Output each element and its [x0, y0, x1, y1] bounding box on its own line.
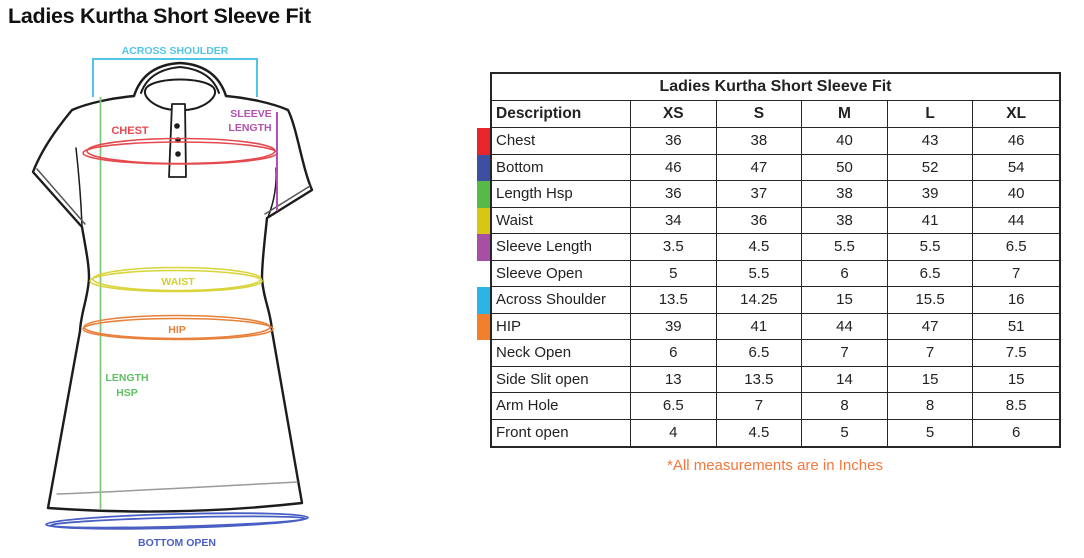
size-value: 8 [888, 393, 974, 420]
size-value: 51 [973, 314, 1059, 341]
row-color-swatch [477, 287, 490, 314]
size-value: 6.5 [973, 234, 1059, 261]
row-color-swatch [477, 393, 490, 420]
column-header: M [802, 101, 888, 128]
size-value: 13.5 [717, 367, 803, 394]
length-hsp-label-2: HSP [116, 387, 138, 399]
size-value: 8.5 [973, 393, 1059, 420]
size-value: 36 [631, 128, 717, 155]
size-value: 54 [973, 155, 1059, 182]
size-value: 41 [717, 314, 803, 341]
page-title: Ladies Kurtha Short Sleeve Fit [8, 4, 311, 28]
size-chart-table [490, 72, 1061, 448]
size-value: 4.5 [717, 420, 803, 447]
row-color-swatch [477, 208, 490, 235]
size-value: 7 [888, 340, 974, 367]
size-value: 16 [973, 287, 1059, 314]
size-value: 34 [631, 208, 717, 235]
size-value: 6 [802, 261, 888, 288]
length-hsp-label-1: LENGTH [105, 372, 149, 384]
hip-label: HIP [168, 324, 186, 336]
size-value: 5.5 [717, 261, 803, 288]
size-value: 47 [888, 314, 974, 341]
sleeve-length-label-1: SLEEVE [230, 108, 272, 120]
bottom-open-label: BOTTOM OPEN [138, 537, 216, 549]
swatch-rail [477, 128, 490, 446]
size-value: 50 [802, 155, 888, 182]
size-value: 15 [802, 287, 888, 314]
size-value: 14 [802, 367, 888, 394]
row-label: Arm Hole [492, 393, 631, 420]
row-label: Bottom [492, 155, 631, 182]
column-header: XS [631, 101, 717, 128]
size-value: 15 [888, 367, 974, 394]
size-value: 43 [888, 128, 974, 155]
size-value: 5 [802, 420, 888, 447]
size-value: 15.5 [888, 287, 974, 314]
row-color-swatch [477, 420, 490, 447]
row-label: Length Hsp [492, 181, 631, 208]
size-value: 14.25 [717, 287, 803, 314]
size-value: 15 [973, 367, 1059, 394]
chest-label: CHEST [111, 125, 149, 137]
size-value: 46 [631, 155, 717, 182]
size-value: 6.5 [888, 261, 974, 288]
size-value: 5.5 [802, 234, 888, 261]
size-value: 44 [802, 314, 888, 341]
size-value: 4 [631, 420, 717, 447]
row-label: Front open [492, 420, 631, 447]
column-header: Description [492, 101, 631, 128]
size-value: 38 [802, 181, 888, 208]
column-header: S [717, 101, 803, 128]
kurtha-diagram [0, 30, 370, 558]
size-value: 39 [631, 314, 717, 341]
size-value: 6.5 [631, 393, 717, 420]
row-label: Waist [492, 208, 631, 235]
size-value: 39 [888, 181, 974, 208]
size-value: 7 [717, 393, 803, 420]
row-color-swatch [477, 128, 490, 155]
size-value: 13 [631, 367, 717, 394]
size-value: 38 [802, 208, 888, 235]
measurements-footnote: *All measurements are in Inches [667, 457, 883, 474]
size-value: 7.5 [973, 340, 1059, 367]
size-value: 37 [717, 181, 803, 208]
row-color-swatch [477, 155, 490, 182]
waist-label: WAIST [161, 276, 195, 288]
size-value: 36 [717, 208, 803, 235]
row-label: Sleeve Open [492, 261, 631, 288]
size-value: 13.5 [631, 287, 717, 314]
row-color-swatch [477, 261, 490, 288]
row-color-swatch [477, 181, 490, 208]
size-value: 46 [973, 128, 1059, 155]
size-value: 8 [802, 393, 888, 420]
size-value: 44 [973, 208, 1059, 235]
size-value: 38 [717, 128, 803, 155]
bottom-open-annotation [46, 511, 308, 549]
row-color-swatch [477, 340, 490, 367]
across-shoulder-label: ACROSS SHOULDER [121, 45, 229, 57]
size-value: 5 [888, 420, 974, 447]
size-value: 41 [888, 208, 974, 235]
row-color-swatch [477, 367, 490, 394]
size-value: 5.5 [888, 234, 974, 261]
row-label: Sleeve Length [492, 234, 631, 261]
size-value: 40 [802, 128, 888, 155]
size-value: 36 [631, 181, 717, 208]
column-header: XL [973, 101, 1059, 128]
size-value: 6 [631, 340, 717, 367]
column-header: L [888, 101, 974, 128]
size-value: 47 [717, 155, 803, 182]
size-value: 40 [973, 181, 1059, 208]
size-value: 3.5 [631, 234, 717, 261]
size-value: 7 [802, 340, 888, 367]
table-title: Ladies Kurtha Short Sleeve Fit [492, 74, 1059, 101]
row-label: Neck Open [492, 340, 631, 367]
row-color-swatch [477, 234, 490, 261]
size-value: 52 [888, 155, 974, 182]
size-value: 5 [631, 261, 717, 288]
row-color-swatch [477, 314, 490, 341]
size-value: 6.5 [717, 340, 803, 367]
row-label: Side Slit open [492, 367, 631, 394]
row-label: HIP [492, 314, 631, 341]
row-label: Chest [492, 128, 631, 155]
size-value: 6 [1012, 424, 1021, 442]
size-value: 4.5 [717, 234, 803, 261]
sleeve-length-label-2: LENGTH [228, 122, 272, 134]
size-value: 7 [973, 261, 1059, 288]
row-label: Across Shoulder [492, 287, 631, 314]
